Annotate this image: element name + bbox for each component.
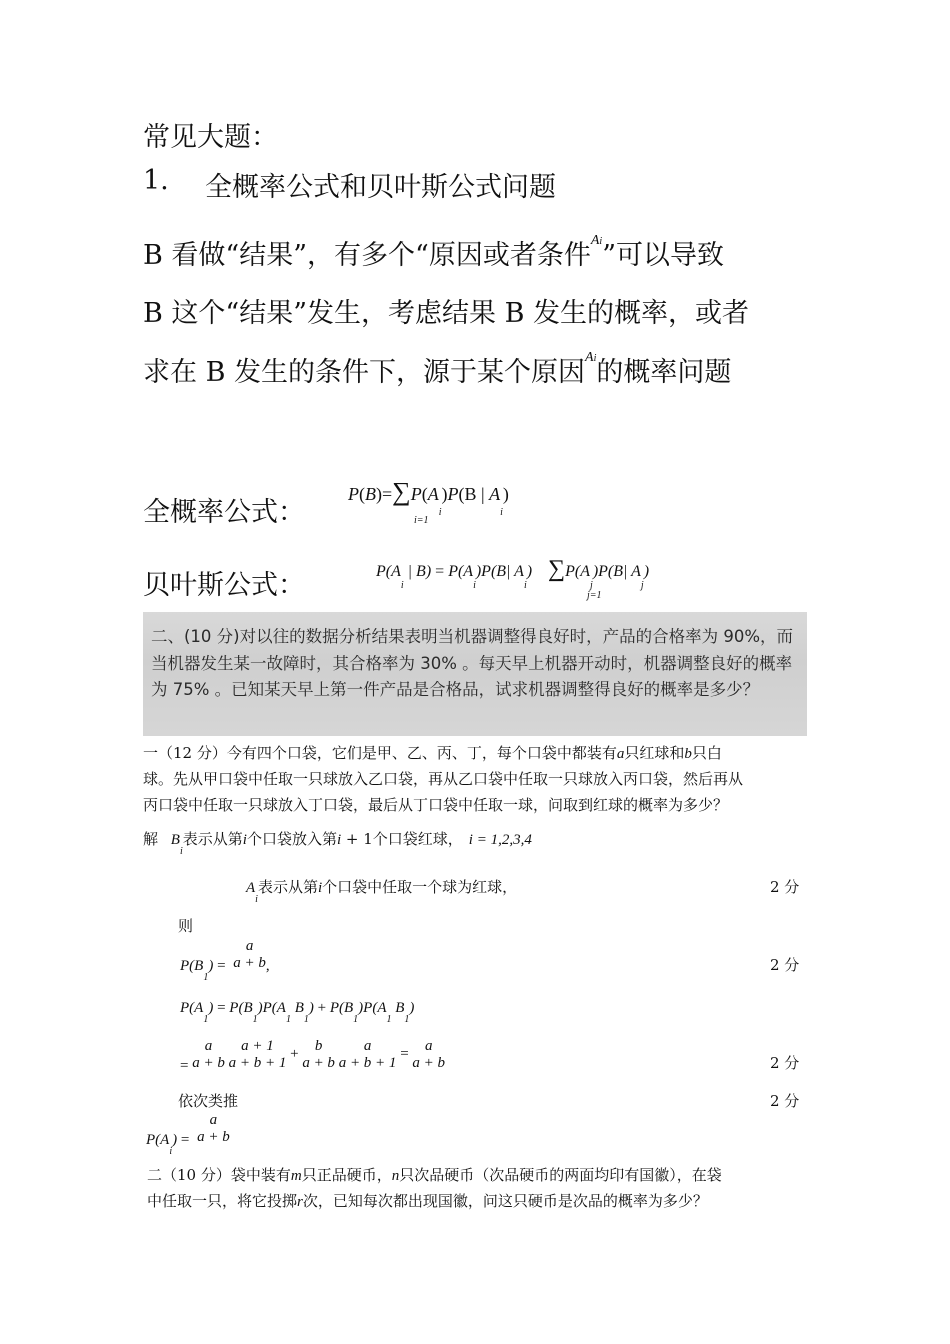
- solution-a-text-b: 个口袋中任取一个球为红球，: [322, 878, 518, 896]
- description-line-1-start: B 看做“结果”，有多个“原因或者条件: [143, 240, 591, 271]
- problem-1-line-3: 丙口袋中任取一只球放入丁口袋，最后从丁口袋中任取一球，问取到红球的概率为多少？: [143, 796, 729, 814]
- problem-1-line-1-end: 只白: [691, 744, 722, 762]
- formula-p-ai: $P(A_i)$ = a a + b: [146, 1112, 230, 1158]
- math-plus-one: + 1: [341, 830, 373, 848]
- scanned-problem-text: 二、(10 分)对以往的数据分析结果表明当机器调整得良好时，产品的合格率为 90%，而当机器发生某一故障时，其合格率为 30% 。每天早上机器开动时，机器调整良好的概率为 75% 。已知某天早上第一件产品是合格品，试求机器调整得良好的概率是多少？: [151, 627, 794, 699]
- math-ai: Ai: [585, 350, 597, 365]
- math-i: i: [242, 832, 247, 848]
- math-m: m: [290, 1168, 302, 1184]
- math-n: n: [391, 1168, 400, 1184]
- problem-2-line-2-start: 中任取一只，将它投掷: [147, 1192, 298, 1210]
- then-label: 则: [178, 917, 194, 935]
- score-label: 2 分: [770, 1092, 800, 1110]
- item-1-title: 全概率公式和贝叶斯公式问题: [205, 172, 556, 203]
- description-line-3-start: 求在 B 发生的条件下，源于某个原因: [143, 357, 586, 388]
- scanned-problem-image: [143, 612, 807, 736]
- formula-p-b1: $P(B_1)$ = a a + b ,: [180, 938, 270, 984]
- formula-p-a1: $P(A_1) = P(B_1)P(A_1$ $B_1) + P(B_1)P(A_1$ $B_1$): [180, 1000, 415, 1025]
- heading: 常见大题：: [143, 122, 278, 153]
- score-label: 2 分: [770, 956, 800, 974]
- solution-a-text-a: 表示从第: [257, 878, 318, 896]
- formula-expansion: = a a + b a + 1 a + b + 1 + b a + b a a + b + 1 = a a + b: [180, 1038, 446, 1075]
- solution-b-text-b: 个口袋放入第: [246, 830, 337, 848]
- item-1-number: 1.: [143, 165, 169, 196]
- solution-label: 解: [143, 830, 159, 848]
- problem-2-line-2: [147, 1188, 708, 1215]
- math-b: b: [684, 746, 692, 762]
- problem-2-line-1: [147, 1162, 722, 1189]
- solution-b-text-c: 个口袋红球，: [372, 830, 463, 848]
- bayes-formula: $P(A_i$ | $B) = P(A_i)P(B|$ $A_i$) $\sum P(A_j)P(B|$ $A_j$) j=1: [376, 556, 650, 601]
- math-ai: $A_i$: [246, 880, 258, 905]
- solution-range: i = 1,2,3,4: [468, 832, 532, 848]
- problem-2-line-1-mid: 只正品硬币，: [301, 1166, 392, 1184]
- description-line-1-end: ”可以导致: [602, 240, 724, 271]
- total-probability-formula: $P(B)=\sum P(A_i)P(B$ | $A_i$) i=1: [348, 477, 509, 526]
- problem-2-line-1-end: 只次品硬币（次品硬币的两面均印有国徽），在袋: [399, 1166, 722, 1184]
- problem-2-line-1-start: 二（10 分）袋中装有: [147, 1166, 291, 1184]
- solution-line-a: [246, 874, 517, 907]
- problem-1-line-1-mid: 只红球和: [624, 744, 685, 762]
- solution-line-b: [143, 826, 532, 859]
- math-r: r: [297, 1194, 303, 1210]
- description-line-1: [143, 233, 724, 272]
- score-label: 2 分: [770, 878, 800, 896]
- math-bi: $B_i$: [170, 832, 183, 857]
- score-label: 2 分: [770, 1054, 800, 1072]
- analog-label: 依次类推: [178, 1092, 239, 1110]
- math-ai: Ai: [590, 233, 603, 248]
- description-line-2: B 这个“结果”发生，考虑结果 B 发生的概率，或者: [143, 298, 750, 329]
- math-a: a: [616, 746, 625, 762]
- problem-1-line-1: [143, 740, 722, 767]
- math-i: i: [317, 880, 323, 896]
- problem-1-line-1-start: 一（12 分）今有四个口袋，它们是甲、乙、丙、丁，每个口袋中都装有: [143, 744, 617, 762]
- problem-2-line-2-end: 次，已知每次都出现国徽，问这只硬币是次品的概率为多少？: [302, 1192, 708, 1210]
- description-line-3-end: 的概率问题: [596, 357, 732, 388]
- description-line-3: [143, 350, 731, 389]
- math-i-plus-1: i: [336, 832, 342, 848]
- solution-b-text-a: 表示从第: [182, 830, 243, 848]
- total-probability-label: 全概率公式：: [143, 497, 305, 528]
- bayes-label: 贝叶斯公式：: [143, 570, 305, 601]
- problem-1-line-2: 球。先从甲口袋中任取一只球放入乙口袋，再从乙口袋中任取一只球放入丙口袋，然后再从: [143, 770, 744, 788]
